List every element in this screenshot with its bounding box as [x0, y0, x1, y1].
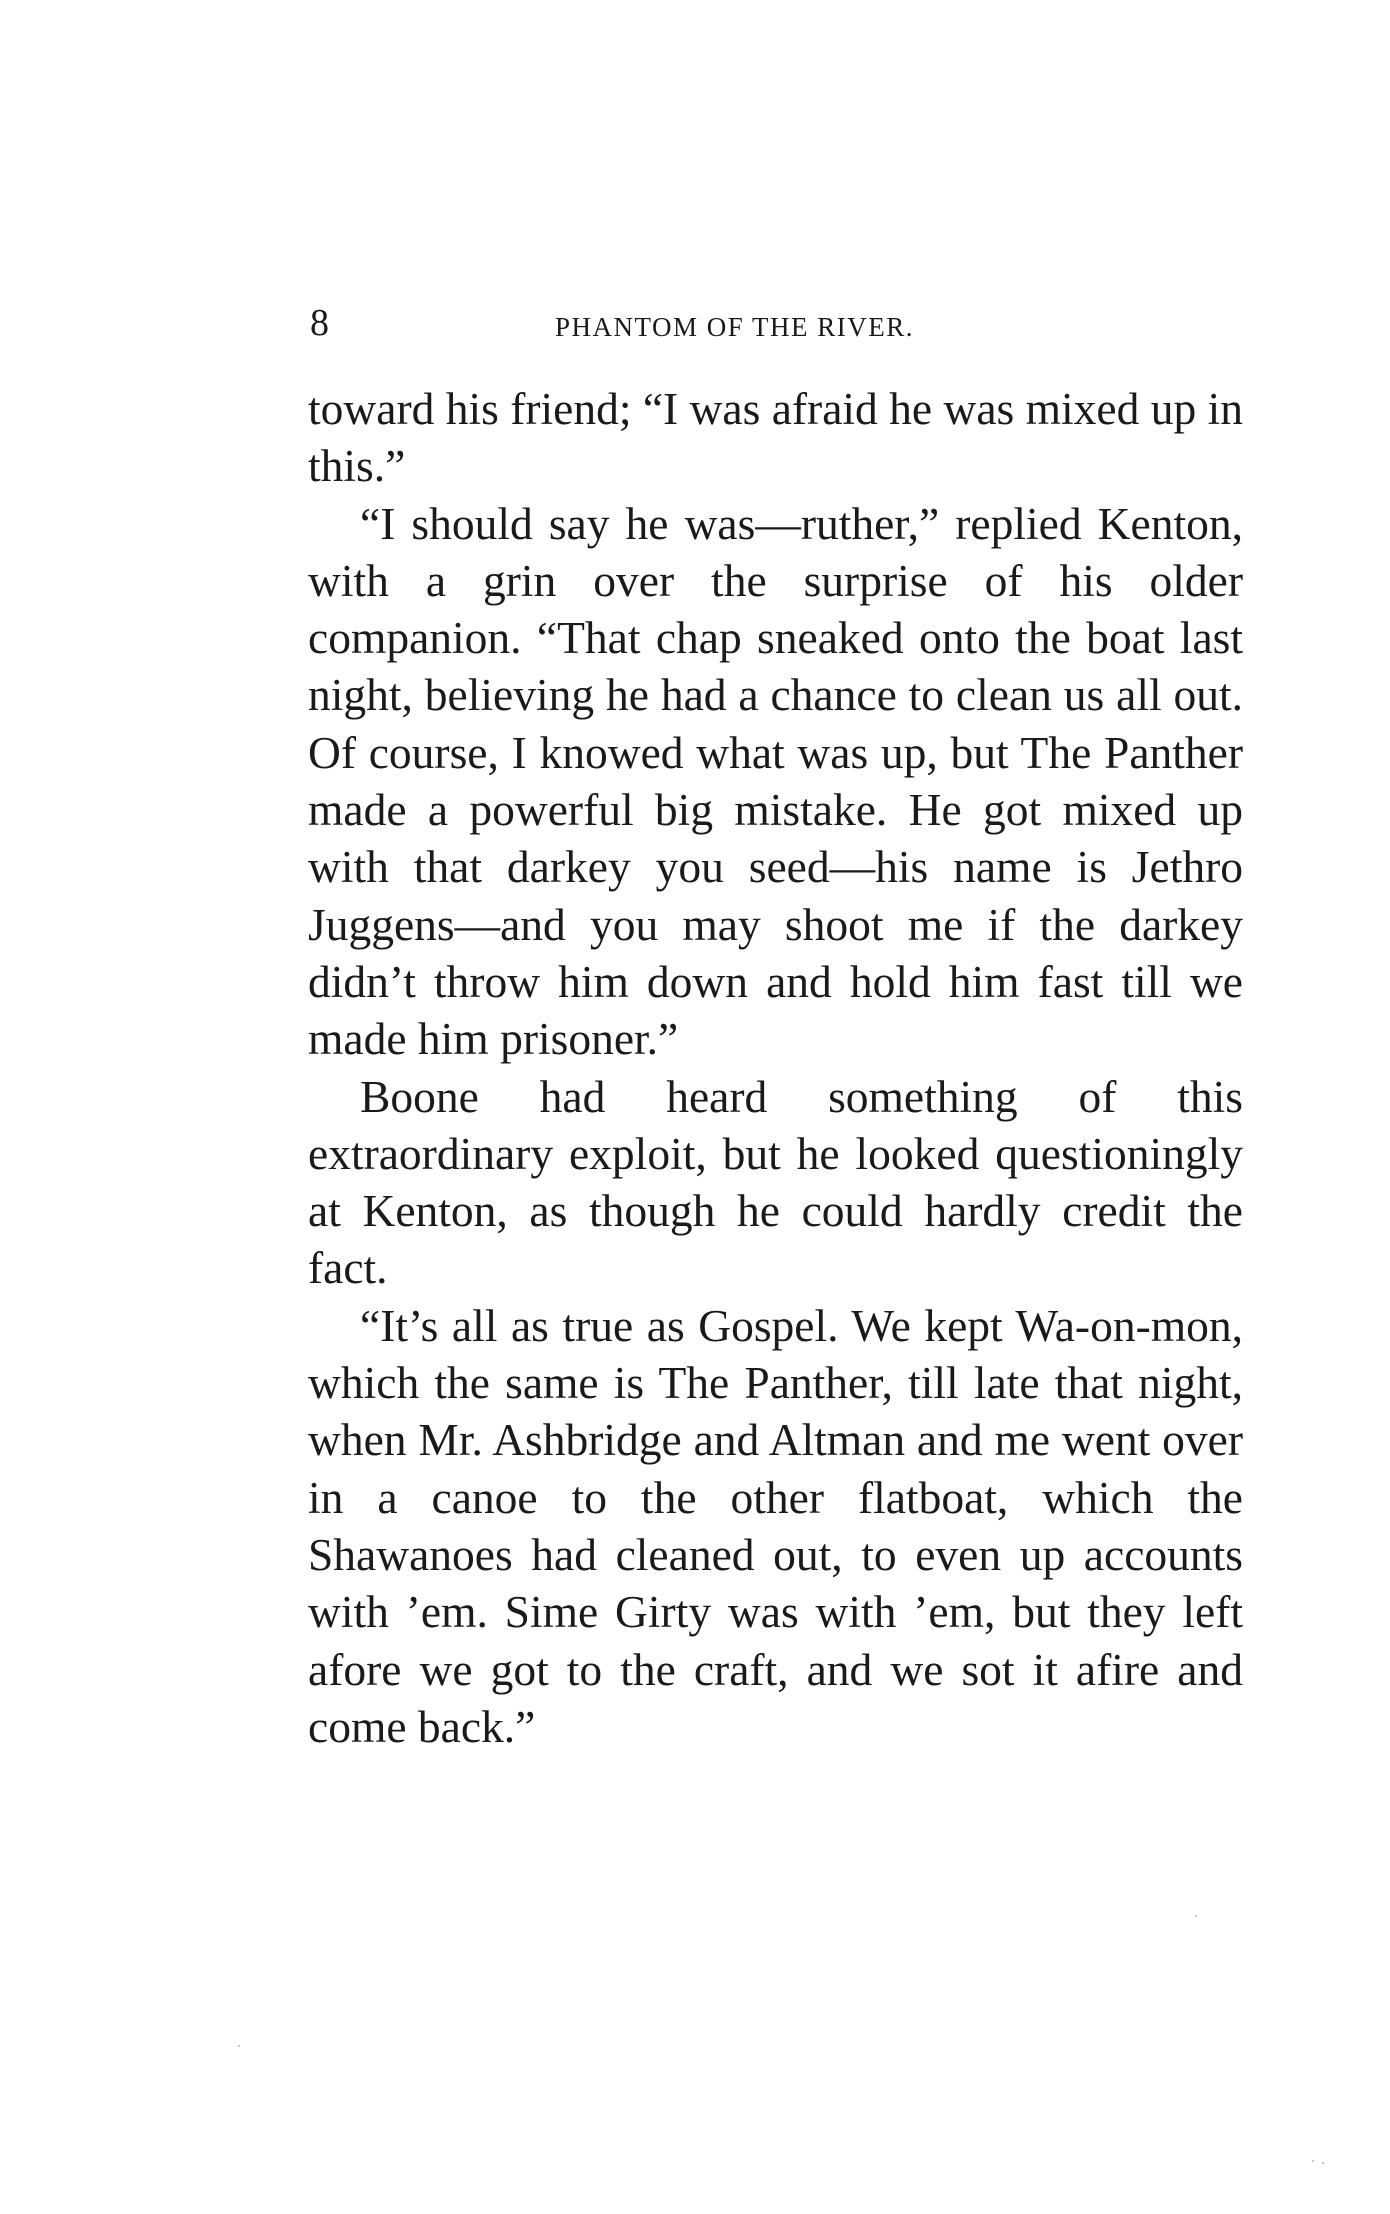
- paragraph-4: “It’s all as true as Gospel. We kept Wa-on-mon, which the same is The Panther, till late that night, when Mr. Ashbridge and Altman and me went over in a canoe to the other flatboat, which the Shawanoes had cleaned out, to even up accounts with ’em. Sime Girty was with ’em, but they left afore we got to the craft, and we sot it afire and come back.”: [308, 1299, 1243, 1752]
- running-head: [305, 298, 1240, 348]
- paragraph-1: toward his friend; “I was afraid he was mixed up in this.”: [308, 383, 1243, 492]
- paragraph-2: “I should say he was—ruther,” replied Kenton, with a grin over the surprise of his older companion. “That chap sneaked onto the boat last night, believing he had a chance to clean us all out. Of course, I knowed what was up, but The Panther made a powerful big mistake. He got mixed up with that darkey you seed—his name is Jethro Juggens—and you may shoot me if the darkey didn’t throw him down and hold him fast till we made him prisoner.”: [308, 497, 1243, 1065]
- page-number: 8: [310, 302, 329, 344]
- paragraph-3: Boone had heard something of this extraordinary exploit, but he looked questioningly at Kenton, as though he could hardly credit the fact.: [308, 1070, 1243, 1294]
- paper-speck: [1322, 2162, 1324, 2164]
- body-text: [308, 380, 1243, 1755]
- paper-speck: [1312, 2160, 1314, 2162]
- running-title: PHANTOM OF THE RIVER.: [555, 312, 915, 342]
- paper-speck: [1195, 1915, 1197, 1917]
- paper-speck: [238, 2045, 240, 2047]
